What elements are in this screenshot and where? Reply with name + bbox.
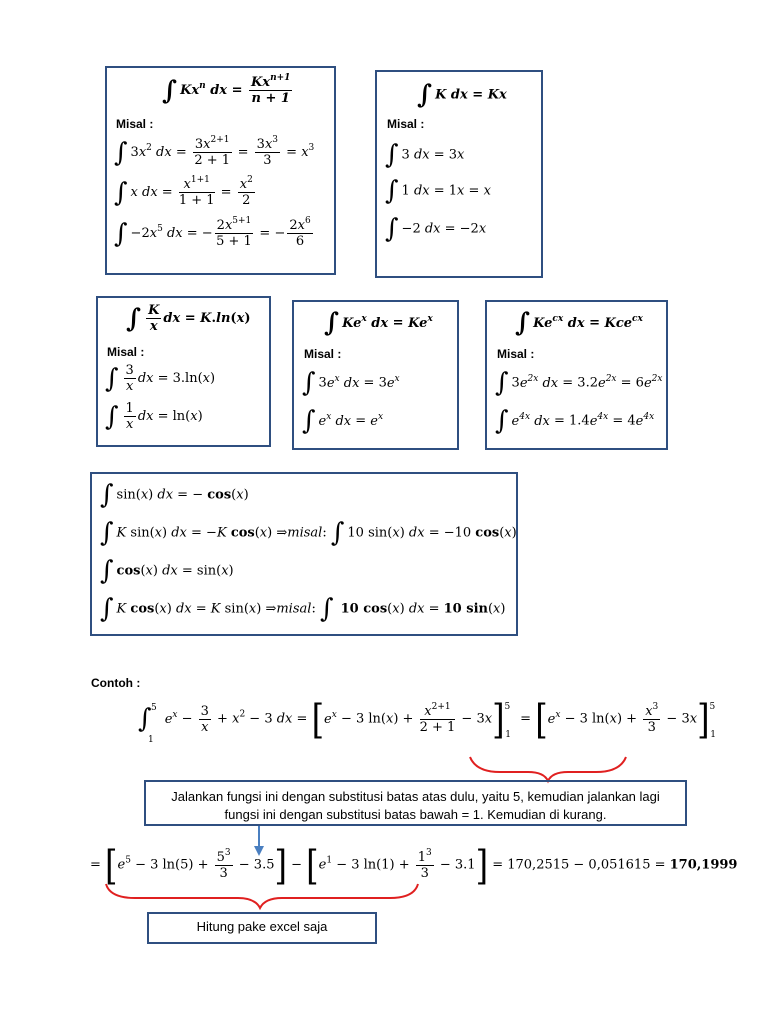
result-equation: = [$e^5 - 3$ ln(5) + $\frac{5^3}{3}$ − $3.5] - [e^1 - 3$ ln(1) + $\frac{1^3}{3}$ − 3.1] = 170,2515 − 0,051615 = 170,1999	[90, 841, 738, 889]
result-final: 170,1999	[669, 857, 738, 873]
log-rule-box	[96, 296, 271, 447]
constant-example-2: ∫ 1 dx = 1x = x	[385, 176, 491, 206]
misal-label: Misal :	[497, 347, 535, 361]
exp-cx-example-1: ∫ $3e^{2x}$ dx = $3.2e^{2x} = 6e^{2x}$	[495, 368, 663, 398]
log-example-2: ∫ $\frac{1}{x}$ dx = ln(x)	[105, 401, 203, 432]
constant-rule-box	[375, 70, 543, 278]
log-rule-formula: ∫ $\frac{K}{x}$ dx = K.ln(x)	[126, 303, 251, 334]
exp-cx-rule-formula: ∫ $Ke^{cx}$ dx = Kce$^{cx}$	[515, 308, 643, 338]
exp-cx-example-2: ∫ $e^{4x}$ dx = $1.4e^{4x} = 4e^{4x}$	[495, 406, 655, 436]
misal-label: Misal :	[107, 345, 145, 359]
exp-rule-box	[292, 300, 459, 450]
misal-label: Misal :	[304, 347, 342, 361]
misal-label: Misal :	[116, 117, 154, 131]
trig-line-3: ∫ cos(x) dx = sin(x)	[100, 556, 234, 586]
log-example-1: ∫ $\frac{3}{x}$ dx = 3.ln(x)	[105, 363, 216, 394]
brace-top-path	[470, 757, 626, 781]
power-rule-box	[105, 66, 336, 275]
constant-example-1: ∫ 3 dx = 3x	[385, 140, 465, 170]
power-example-1: ∫ $3x^2$ dx = $\frac{3x^{2+1}}{2 + 1}$ = $\frac{3x^3}{3}$ = $x^3$	[114, 135, 315, 168]
constant-example-3: ∫ −2 dx = −2x	[385, 214, 487, 244]
example-equation: ∫ 5 1 $e^x$ − $\frac{3}{x}$ + $x^2 - 3$ dx = [$e^x - 3$ ln(x) + $\frac{x^{2+1}}{2 + 1}$ − $3x]^5_1 = [e^x - 3$ ln(x) + $\frac{x^3}{3}$ − 3x]$^5_1$	[138, 695, 717, 745]
excel-note: Hitung pake excel saja	[147, 912, 377, 944]
power-example-3: ∫ $-2x^5$ dx = − $\frac{2x^{5+1}}{5 + 1}$ = − $\frac{2x^6}{6}$	[114, 216, 311, 249]
power-rule-formula: ∫ Kx$^n$ dx = $Kx^{n+1}$ n + 1	[162, 73, 291, 106]
power-example-2: ∫ x dx = $\frac{x^{1+1}}{1 + 1}$ = $\frac{x^2}{2}$	[114, 175, 253, 208]
exp-example-1: ∫ $3e^x$ dx = $3e^x$	[302, 368, 400, 398]
brace-bottom-path	[106, 884, 418, 908]
result-middle: = 170,2515 − 0,051615 =	[492, 857, 670, 873]
contoh-label: Contoh :	[91, 676, 141, 690]
trig-line-2: ∫ K sin(x) dx = −K cos(x) ⇒misal: ∫ 10 sin(x) dx = −10 cos(x)	[100, 518, 517, 548]
trig-rule-box	[90, 472, 518, 636]
misal-label: Misal :	[387, 117, 425, 131]
trig-line-1: ∫ sin(x) dx = − cos(x)	[100, 480, 249, 510]
exp-cx-rule-box	[485, 300, 668, 450]
trig-line-4: ∫ K cos(x) dx = K sin(x) ⇒misal: ∫ 10 cos(x) dx = 10 sin(x)	[100, 594, 506, 624]
exp-rule-formula: ∫ Ke$^x$ dx = $Ke^x$	[324, 308, 433, 338]
exp-example-2: ∫ $e^x$ dx = $e^x$	[302, 406, 384, 436]
constant-rule-formula: ∫ K dx = Kx	[417, 80, 507, 110]
substitution-note: Jalankan fungsi ini dengan substitusi batas atas dulu, yaitu 5, kemudian jalankan lagi fungsi ini dengan substitusi batas bawah = 1. Kemudian di kurang.	[144, 780, 687, 826]
